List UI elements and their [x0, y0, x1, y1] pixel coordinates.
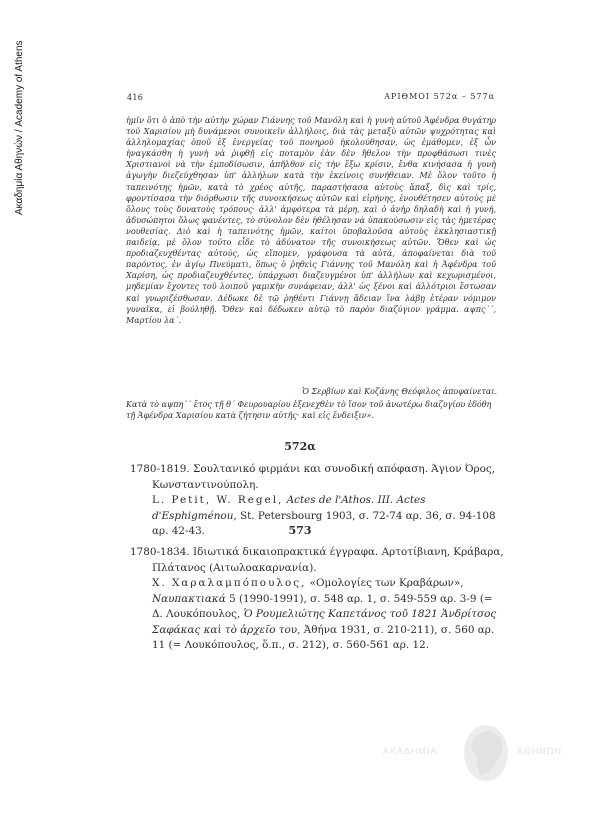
ref-journal: Ναυπακτιακά	[152, 592, 226, 605]
academy-watermark	[383, 718, 573, 788]
watermark-left-text: ΑΚΑΔΗΜΙΑ	[383, 746, 438, 756]
entry-reference	[130, 576, 506, 654]
page-number: 416	[127, 93, 144, 102]
document-body-text: ἡμῖν ὅτι ὁ ἀπὸ τὴν αὐτὴν χώραν Γιάννης τοῦ Μανόλη καὶ ἡ γυνὴ αὐτοῦ Ἀφένδρα θυγάτηρ τοῦ Χαρισίου μὴ δυνάμενοι συνοικεῖν ἀλλήλοις, διὰ τὰς μεταξὺ αὐτῶν ψυχρότητας καὶ ἀλληλομαχίας ὁποῦ ἐξ ἐνεργείας τοῦ πονηροῦ ἠκολούθησαν, ὡς ἐμάθομεν, ἐξ ὧν ἠναγκάσθη ἡ γυνὴ νὰ ῥιφθῇ εἰς ποταμὸν ἐὰν δὲν ἤθελον τὴν προφθάσωσι τινὲς Χριστιανοὶ νὰ τὴν ἐμποδίσωσιν, ἀπῆλθον εἰς τὴν ἔξω κρίσιν, ἔνθα κινήσασα ἡ γυνὴ ἀγωγὴν διεζεύχθησαν ὑπ' ἀλλήλων κατὰ τὴν ἐκείνοις συνήθειαν. Μὲ ὅλον τοῦτο ἡ ταπεινότης ἡμῶν, κατὰ τὸ χρέος αὐτῆς, παραστήσασα αὐτοὺς ἅπαξ, δὶς καὶ τρίς, φροντίσασα τὴν διόρθωσιν τῆς συνοικήσεως αὐτῶν καὶ εἰρήνης, ἐνουθέτησεν αὐτοὺς μὲ ὅλους τοὺς δυνατοὺς τρόπους· ἀλλ' ἀμφότερα τὰ μέρη, καὶ ὁ ἀνὴρ δηλαδὴ καὶ ἡ γυνή, ἀδυσώπητοι ὅλως φανέντες, τὸ σύνολον δὲν ἠθέλησαν νὰ ὑπακούσωσιν εἰς τὰς ἡμετέρας νουθεσίας. Διὸ καὶ ἡ ταπεινότης ἡμῶν, καίτοι ὑποβαλοῦσα αὐτοὺς ἐκκλησιαστικῇ παιδείᾳ, μὲ ὅλον τοῦτο εἶδε τὸ ἀδύνατον τῆς συνοικήσεως αὐτῶν. Ὅθεν καὶ ὡς προδιαζευχθέντας αὐτούς, ὡς εἴπομεν, γράφουσα τὰ αὐτά, ἀποφαίνεται διὰ τοῦ παρόντος, ἐν ἁγίῳ Πνεύματι, ὅπως ὁ ῥηθεὶς Γιάννης τοῦ Μανόλη καὶ ἡ Ἀφένδρα τοῦ Χαρίση, ὡς προδιαζευχθέντες, ὑπάρχωσι διαζευγμένοι ὑπ' ἀλλήλων καὶ κεχωρισμένοι, μηδεμίαν ἔχοντες τοῦ λοιποῦ γαμικὴν συνάφειαν, ἀλλ' ὡς ξένοι καὶ ἀλλότριοι ἔστωσαν καὶ γνωριζέσθωσαν. Δέδωκε δὲ τῷ ῥηθέντι Γιάννῃ ἄδειαν ἵνα λάβῃ ἑτέραν νόμιμον γυναῖκα, εἰ βούληθῇ. Ὅθεν καὶ δέδωκεν αὐτῷ τὸ παρὸν διαζύγιον γράμμα. αψπς΄΄, Μαρτίου λα΄.	[126, 116, 496, 325]
watermark-right-text: ΑΘΗΝΩΝ	[517, 746, 563, 756]
ref-details: 5 (1990-1991), σ. 548 αρ. 1, σ. 549-559 αρ. 3-9 (= Δ. Λουκόπουλος,	[152, 592, 493, 620]
entry-heading: 1780-1819. Σουλτανικό φιρμάνι και συνοδική απόφαση. Άγιον Όρος, Κωνσταντινούπολη.	[130, 463, 496, 491]
ref-article-title: «Ομολογίες των Κραβάρων»,	[309, 577, 464, 589]
entry-573	[130, 545, 506, 654]
ref-book-title: Ὁ Ρουμελιώτης Καπετάνος τοῦ 1821 Ἀνδρίτσος Σαφάκας καὶ τὸ ἀρχεῖο του,	[152, 608, 497, 636]
ref-details-2: Ἀθήνα 1931, σ. 210-211), σ. 560 αρ. 11 (= Λουκόπουλος, ὅ.π., σ. 212), σ. 560-561 αρ. 12.	[152, 623, 495, 651]
signature-line: Ὁ Σερβίων καὶ Κοζάνης Θεόφιλος ἀποφαίνεται.	[302, 387, 497, 396]
archive-side-label: Ακαδημία Αθηνών / Academy of Athens	[14, 40, 25, 215]
ref-author: Χ. Χαραλαμπόπουλος,	[152, 577, 307, 589]
closing-note: Κατὰ τὸ αψπη΄΄ ἔτος τῇ θ΄ Φευρουαρίου ἐξενεχθὲν τὸ ἴσον τοῦ ἀνωτέρω διαζυγίου ἐδόθη τῇ Ἀφένδρα Χαρισίου κατὰ ζήτησιν αὐτῆς· καὶ εἰς ἔνδειξιν».	[126, 400, 492, 421]
entry-heading: 1780-1834. Ιδιωτικά δικαιοπρακτικά έγγραφα. Αρτοτίβιανη, Κράβαρα, Πλάτανος (Αιτωλοακαρνανία).	[130, 546, 504, 574]
ref-title: Actes de l'Athos. III. Actes d'Esphigménou,	[152, 494, 426, 522]
ref-details: St. Petersbourg 1903, σ. 72-74 αρ. 36, σ. 94-108 αρ. 42-43.	[152, 509, 496, 537]
ref-author: L. Petit, W. Regel,	[152, 494, 284, 506]
athena-head-icon	[459, 720, 513, 786]
running-head: ΑΡΙΘΜΟΙ 572α – 577α	[384, 92, 495, 101]
entry-number-573: 573	[288, 524, 312, 537]
entry-number-572a: 572α	[284, 440, 316, 453]
